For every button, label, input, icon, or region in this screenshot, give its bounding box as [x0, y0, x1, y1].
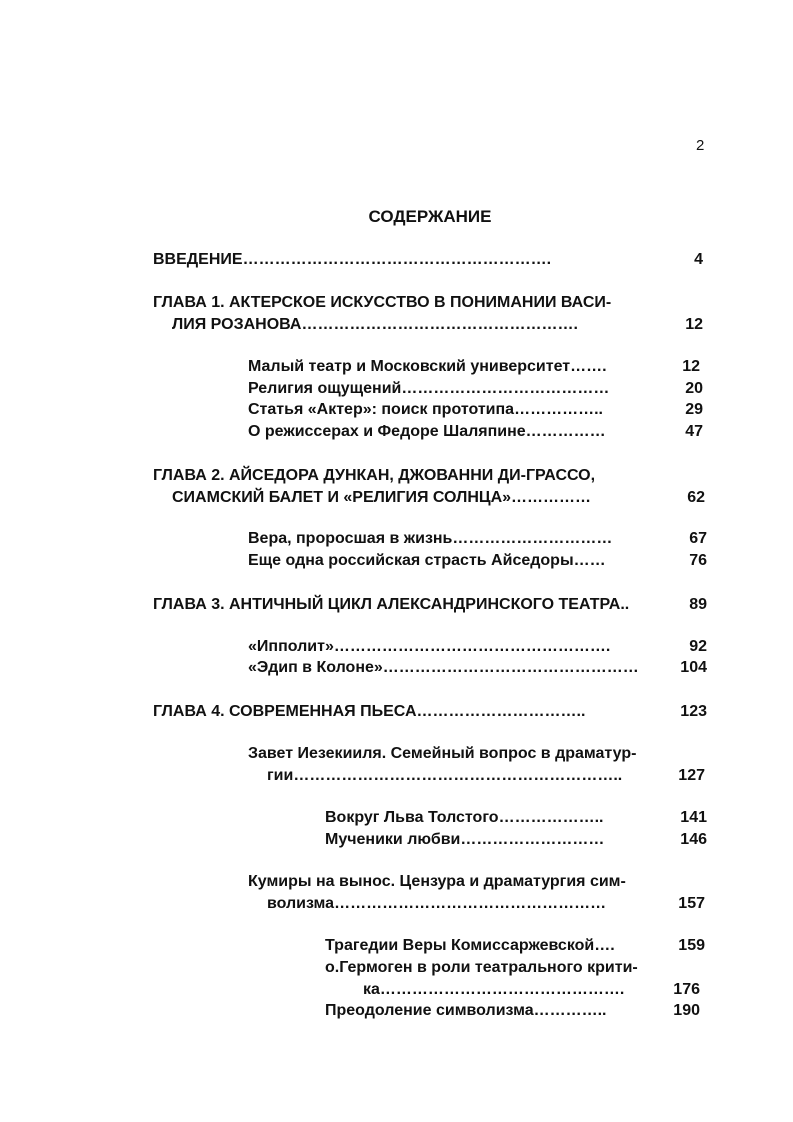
toc-entry-page: 20 [685, 380, 703, 397]
toc-entry-page: 159 [678, 937, 705, 954]
toc-entry-text: Вера, проросшая в жизнь [248, 530, 453, 547]
toc-leader-dots: …. [594, 937, 615, 954]
toc-entry-page: 146 [680, 831, 707, 848]
toc-leader-dots: ……………….. [498, 809, 604, 826]
toc-entry-text: ГЛАВА 1. АКТЕРСКОЕ ИСКУССТВО В ПОНИМАНИИ ВАСИ- [153, 294, 612, 311]
toc-section [248, 552, 606, 570]
toc-subsection-line2 [363, 981, 624, 999]
toc-entry-text: Трагедии Веры Комиссаржевской [325, 937, 595, 954]
toc-section-line1 [248, 745, 636, 763]
toc-entry-text: Кумиры на вынос. Цензура и драматургия сим- [248, 873, 626, 890]
toc-leader-dots: …… [573, 552, 606, 569]
toc-subsection-line1 [325, 959, 638, 977]
toc-leader-dots: ……………………………………………. [301, 316, 578, 333]
toc-entry-text: ГЛАВА 3. АНТИЧНЫЙ ЦИКЛ АЛЕКСАНДРИНСКОГО ТЕАТРА [153, 596, 621, 613]
toc-entry-page: 4 [694, 251, 703, 268]
toc-section [248, 401, 603, 419]
toc-entry-page: 47 [685, 423, 703, 440]
toc-entry-page: 127 [678, 767, 705, 784]
toc-entry-page: 62 [687, 489, 705, 506]
toc-chapter-3 [153, 596, 629, 614]
toc-entry-text: Вокруг Льва Толстого [325, 809, 499, 826]
toc-chapter-2-line2 [172, 489, 591, 507]
toc-entry-text: гии [267, 767, 294, 784]
toc-entry-text: ка [363, 981, 380, 998]
toc-entry-page: 141 [680, 809, 707, 826]
toc-entry-text: Малый театр и Московский университет [248, 358, 571, 375]
toc-section-line1 [248, 873, 626, 891]
toc-leader-dots: …………… [511, 489, 592, 506]
toc-entry-page: 176 [673, 981, 700, 998]
toc-leader-dots: ………………………… [452, 530, 613, 547]
toc-entry-text: ГЛАВА 2. АЙСЕДОРА ДУНКАН, ДЖОВАННИ ДИ-ГРАССО, [153, 467, 596, 484]
toc-section [248, 659, 639, 677]
toc-leader-dots: ………………………….. [416, 703, 586, 720]
toc-section [248, 358, 607, 376]
toc-leader-dots: ……………………… [460, 831, 605, 848]
toc-leader-dots: ………………………………… [401, 380, 610, 397]
toc-entry-page: 123 [680, 703, 707, 720]
toc-entry-text: Мученики любви [325, 831, 461, 848]
toc-entry-text: СИАМСКИЙ БАЛЕТ И «РЕЛИГИЯ СОЛНЦА» [172, 489, 512, 506]
toc-section-line2 [267, 767, 622, 785]
toc-entry-text: Еще одна российская страсть Айседоры [248, 552, 574, 569]
toc-entry-page: 190 [673, 1002, 700, 1019]
toc-chapter-1-line1 [153, 294, 611, 312]
toc-entry-page: 12 [685, 316, 703, 333]
toc-section [248, 638, 610, 656]
toc-entry-text: Преодоление символизма [325, 1002, 534, 1019]
toc-section-line2 [267, 895, 606, 913]
toc-section [248, 423, 606, 441]
toc-entry-text: Статья «Актер»: поиск прототипа [248, 401, 515, 418]
toc-entry-text: «Эдип в Колоне» [248, 659, 383, 676]
toc-title: СОДЕРЖАНИЕ [368, 207, 492, 226]
toc-entry-page: 29 [685, 401, 703, 418]
toc-chapter-1-line2 [172, 316, 578, 334]
toc-leader-dots: …………………………………………………….. [293, 767, 623, 784]
toc-chapter-4 [153, 703, 585, 721]
toc-entry-page: 67 [689, 530, 707, 547]
toc-entry-page: 92 [689, 638, 707, 655]
toc-subsection [325, 831, 604, 849]
toc-entry-text: о.Гермоген в роли театрального крити- [325, 959, 638, 976]
toc-entry-introduction [153, 251, 551, 269]
toc-leader-dots: ………….. [533, 1002, 607, 1019]
toc-section [248, 530, 612, 548]
toc-leader-dots: …………….. [514, 401, 603, 418]
toc-leader-dots: ……………………………………………. [333, 638, 611, 655]
toc-leader-dots: …………………………………………… [334, 895, 607, 912]
toc-entry-page: 104 [680, 659, 707, 676]
toc-subsection [325, 1002, 607, 1020]
toc-chapter-2-line1 [153, 467, 595, 485]
toc-section [248, 380, 609, 398]
toc-leader-dots: …………… [525, 423, 606, 440]
toc-entry-text: О режиссерах и Федоре Шаляпине [248, 423, 526, 440]
toc-subsection [325, 937, 615, 955]
toc-leader-dots: ……. [570, 358, 607, 375]
toc-leader-dots: ………………………………………… [382, 659, 639, 676]
toc-entry-page: 12 [682, 358, 700, 375]
toc-entry-text: волизма [267, 895, 335, 912]
toc-entry-text: ВВЕДЕНИЕ [153, 251, 243, 268]
toc-entry-text: Религия ощущений [248, 380, 402, 397]
toc-entry-page: 89 [689, 596, 707, 613]
toc-leader-dots: ………………………………………. [379, 981, 625, 998]
toc-subsection [325, 809, 603, 827]
toc-entry-text: ЛИЯ РОЗАНОВА [172, 316, 302, 333]
toc-leader-dots: …………………………………………………. [242, 251, 552, 268]
toc-entry-text: Завет Иезекииля. Семейный вопрос в драматур- [248, 745, 637, 762]
page-number: 2 [696, 137, 705, 154]
toc-entry-page: 157 [678, 895, 705, 912]
toc-entry-text: ГЛАВА 4. СОВРЕМЕННАЯ ПЬЕСА [153, 703, 417, 720]
toc-leader-dots: .. [620, 596, 630, 613]
toc-entry-page: 76 [689, 552, 707, 569]
toc-entry-text: «Ипполит» [248, 638, 334, 655]
